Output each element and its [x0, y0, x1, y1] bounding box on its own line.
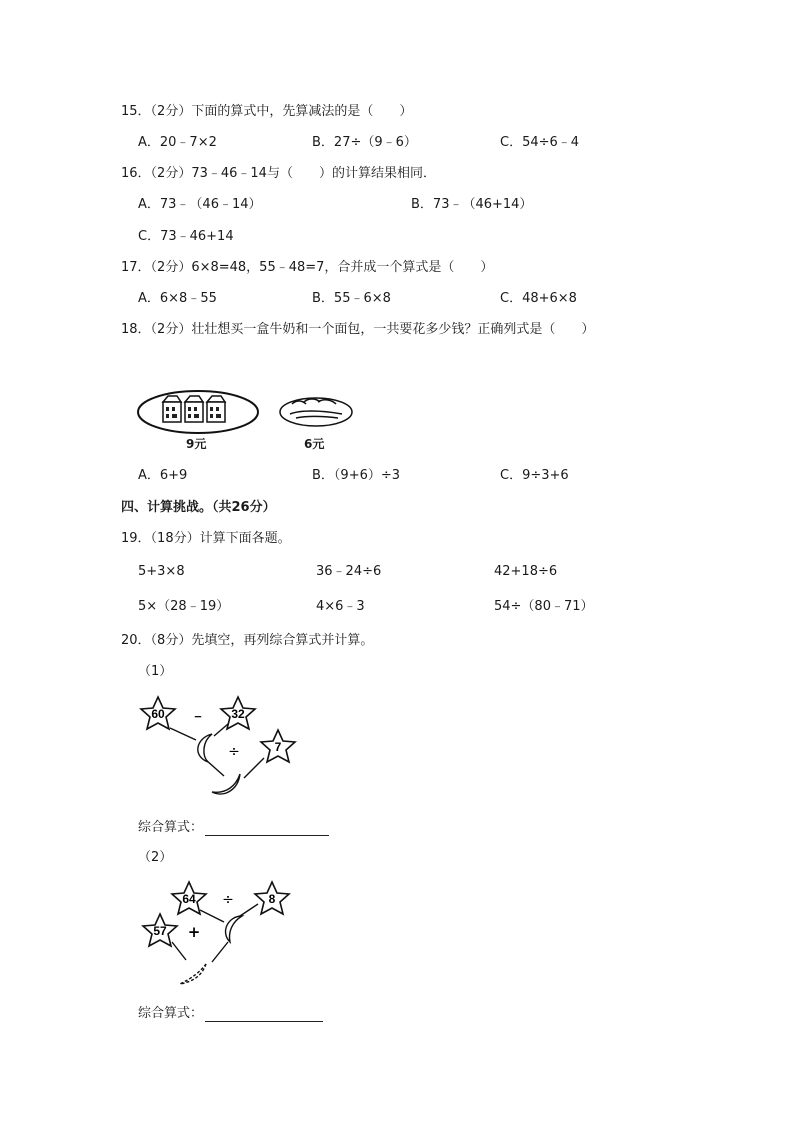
- formula-answer-blank[interactable]: [205, 822, 329, 836]
- bread-image: [276, 392, 356, 432]
- bread-price-label: 6元: [304, 437, 325, 451]
- q19-item-1: 5+3×8: [138, 564, 185, 579]
- section-4-title: 四、计算挑战。（共26分）: [121, 500, 276, 515]
- q17-stem: 17．（2分）6×8=48，55﹣48=7，合并成一个算式是（ ）: [121, 260, 494, 275]
- q19-item-4: 5×（28﹣19）: [138, 599, 230, 614]
- q16-option-b[interactable]: B．73﹣（46+14）: [411, 197, 533, 212]
- q19-item-5: 4×6﹣3: [316, 599, 365, 614]
- moon-icon: [212, 774, 240, 794]
- star-value-a: 60: [151, 707, 165, 721]
- operator-2: +: [187, 923, 201, 941]
- q15-option-a[interactable]: A．20﹣7×2: [138, 135, 217, 150]
- q20-part2-formula: [138, 1006, 323, 1022]
- moon-icon: [180, 964, 206, 984]
- moon-icon: [226, 916, 242, 942]
- q19-item-6: 54÷（80﹣71）: [494, 599, 594, 614]
- q20-stem: 20．（8分）先填空，再列综合算式并计算。: [121, 633, 374, 648]
- q15-option-b[interactable]: B．27÷（9﹣6）: [312, 135, 417, 150]
- q20-part2-diagram: [136, 880, 306, 990]
- star-value-c: 57: [153, 924, 167, 938]
- q18-option-c[interactable]: C．9÷3+6: [500, 468, 569, 483]
- q20-part2-label: （2）: [138, 850, 173, 865]
- q15-option-c[interactable]: C．54÷6﹣4: [500, 135, 580, 150]
- operator-1: ﹣: [190, 706, 206, 724]
- q20-part1-label: （1）: [138, 664, 173, 679]
- q19-item-2: 36﹣24÷6: [316, 564, 382, 579]
- moon-icon: [198, 734, 212, 762]
- q17-option-b[interactable]: B．55﹣6×8: [312, 291, 391, 306]
- star-value-b: 8: [268, 892, 276, 906]
- bread-icon: [280, 398, 352, 426]
- operator-1: ÷: [222, 892, 234, 908]
- q20-part1-formula: [138, 820, 329, 836]
- q18-option-b[interactable]: B．（9+6）÷3: [312, 468, 401, 483]
- formula-label: 综合算式：: [138, 820, 204, 835]
- formula-answer-blank[interactable]: [205, 1008, 323, 1022]
- q17-option-a[interactable]: A．6×8﹣55: [138, 291, 217, 306]
- star-value-c: 7: [274, 740, 282, 754]
- q20-part1-diagram: [136, 694, 306, 802]
- q19-stem: 19．（18分）计算下面各题。: [121, 531, 291, 546]
- formula-label: 综合算式：: [138, 1006, 204, 1021]
- milk-price-label: 9元: [186, 437, 207, 451]
- q18-option-a[interactable]: A．6+9: [138, 468, 188, 483]
- operator-2: ÷: [228, 744, 240, 760]
- q17-option-c[interactable]: C．48+6×8: [500, 291, 577, 306]
- star-value-a: 64: [182, 892, 196, 906]
- q16-option-a[interactable]: A．73﹣（46﹣14）: [138, 197, 262, 212]
- q19-item-3: 42+18÷6: [494, 564, 558, 579]
- q16-stem: 16．（2分）73﹣46﹣14与（ ）的计算结果相同．: [121, 166, 436, 181]
- q16-option-c[interactable]: C．73﹣46+14: [138, 229, 234, 244]
- q15-stem: 15．（2分）下面的算式中，先算减法的是（ ）: [121, 104, 413, 119]
- star-value-b: 32: [231, 707, 245, 721]
- q18-stem: 18．（2分）壮壮想买一盒牛奶和一个面包，一共要花多少钱？正确列式是（ ）: [121, 322, 595, 337]
